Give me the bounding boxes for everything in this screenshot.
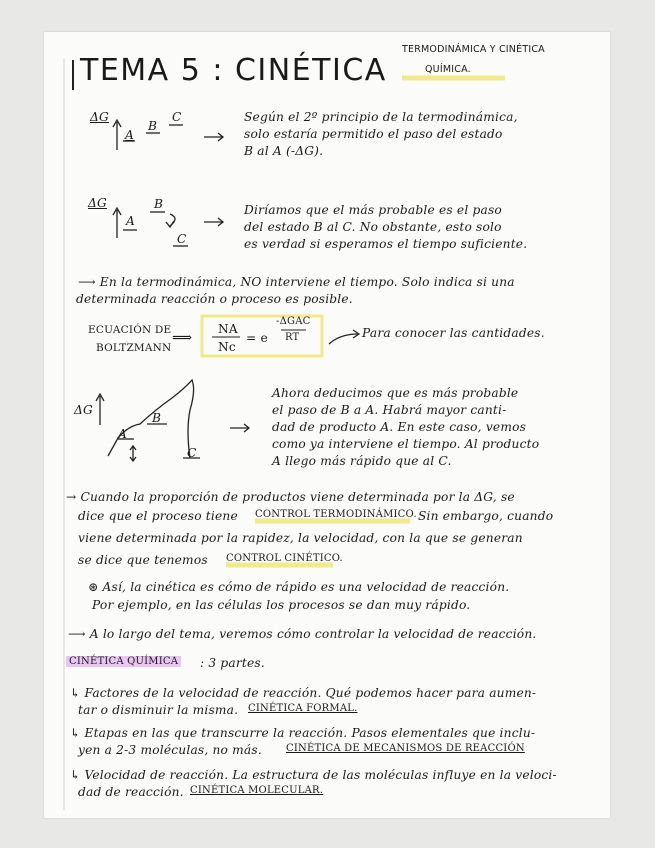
ratio-numerator: NA — [218, 322, 238, 336]
part2-line2: yen a 2-3 moléculas, no más. — [78, 743, 262, 757]
implies-arrow: ⟹ — [172, 330, 193, 346]
block3-line3: dad de producto A. En este caso, vemos — [272, 420, 527, 434]
control-termodinamico: CONTROL TERMODINÁMICO. — [255, 509, 417, 520]
block2-line2: del estado B al C. No obstante, esto solo — [244, 220, 502, 234]
part3-line1: ↳ Velocidad de reacción. La estructura de las moléculas influye en la veloci- — [70, 768, 557, 782]
block2-line3: es verdad si esperamos el tiempo suficiente. — [244, 237, 528, 251]
energy-diagram-3 — [96, 380, 249, 461]
part1-line1: ↳ Factores de la velocidad de reacción. Qué podemos hacer para aumen- — [70, 686, 537, 700]
block3-line1: Ahora deducimos que es más probable — [272, 386, 519, 400]
part2-tag: CINÉTICA DE MECANISMOS DE REACCIÓN — [286, 743, 525, 754]
part1-line2: tar o disminuir la misma. — [78, 703, 239, 717]
cinetica-quimica-label: CINÉTICA QUÍMICA — [66, 656, 181, 667]
state-a-label-3: A — [118, 427, 128, 441]
subject-line-1: TERMODINÁMICA Y CINÉTICA — [402, 44, 545, 55]
note1-line2: determinada reacción o proceso es posible. — [76, 292, 353, 306]
delta-g-label-1: ΔG — [90, 110, 109, 124]
state-a-label-1: A — [125, 128, 135, 142]
part3-tag: CINÉTICA MOLECULAR. — [190, 785, 324, 796]
control-line2c: Sin embargo, cuando — [418, 509, 554, 523]
ratio-denominator: Nc — [218, 340, 236, 354]
curved-arrow — [329, 334, 358, 344]
state-c-label-1: C — [172, 110, 182, 124]
exponent-numerator: -ΔGAC — [276, 316, 311, 327]
parts-count: : 3 partes. — [200, 656, 265, 670]
block3-line2: el paso de B a A. Habrá mayor canti- — [272, 403, 507, 417]
part2-line1: ↳ Etapas en las que transcurre la reacción. Pasos elementales que inclu- — [70, 726, 536, 740]
state-b-label-2: B — [154, 197, 164, 211]
page-title: TEMA 5 : CINÉTICA — [80, 53, 387, 88]
note2-line1: ⊛ Así, la cinética es cómo de rápido es una velocidad de reacción. — [88, 580, 510, 594]
block3-line5: A llego más rápido que al C. — [272, 454, 452, 468]
control-line4a: se dice que tenemos — [78, 553, 208, 567]
boltzmann-note: Para conocer las cantidades. — [362, 326, 545, 340]
boltzmann-label-2: BOLTZMANN — [96, 342, 172, 354]
block1-line2: solo estaría permitido el paso del estado — [244, 127, 503, 141]
state-b-label-1: B — [148, 119, 158, 133]
control-line2a: dice que el proceso tiene — [78, 509, 238, 523]
delta-g-label-2: ΔG — [88, 196, 107, 210]
state-b-label-3: B — [152, 411, 162, 425]
control-cinetico: CONTROL CINÉTICO. — [226, 553, 343, 564]
note1-line1: ⟶ En la termodinámica, NO interviene el tiempo. Solo indica si una — [78, 275, 515, 289]
control-line3: viene determinada por la rapidez, la velocidad, con la que se generan — [78, 531, 523, 545]
state-c-label-2: C — [177, 232, 187, 246]
boltzmann-label-1: ECUACIÓN DE — [88, 324, 172, 336]
equals-exp: = e — [246, 331, 268, 345]
block2-line1: Diríamos que el más probable es el paso — [244, 203, 502, 217]
part3-line2: dad de reacción. — [78, 785, 184, 799]
block1-line3: B al A (-ΔG). — [244, 144, 324, 158]
delta-g-label-3: ΔG — [74, 403, 93, 417]
subject-line-2: QUÍMICA. — [425, 64, 471, 75]
state-a-label-2: A — [126, 214, 136, 228]
control-line1: → Cuando la proporción de productos viene determinada por la ΔG, se — [66, 490, 515, 504]
block3-line4: como ya interviene el tiempo. Al producto — [272, 437, 540, 451]
part1-tag: CINÉTICA FORMAL. — [248, 703, 358, 714]
note3: ⟶ A lo largo del tema, veremos cómo controlar la velocidad de reacción. — [68, 627, 537, 641]
exponent-denominator: RT — [285, 332, 300, 343]
note2-line2: Por ejemplo, en las células los procesos se dan muy rápido. — [92, 598, 471, 612]
block1-line1: Según el 2º principio de la termodinámica, — [244, 110, 518, 124]
state-c-label-3: C — [187, 446, 197, 460]
